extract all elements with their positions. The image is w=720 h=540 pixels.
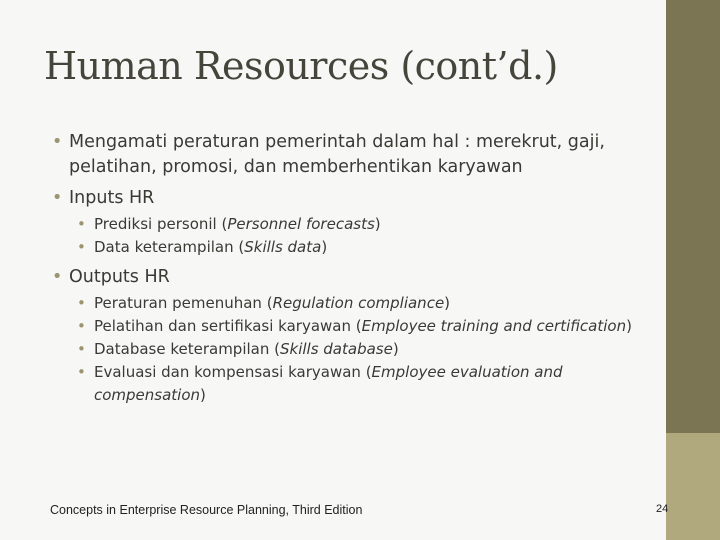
sub-bullet-item [77, 338, 652, 361]
page-number: 24 [656, 503, 669, 515]
sub-bullet-text: Data keterampilan ( [94, 238, 245, 256]
sub-bullet-item [77, 292, 652, 315]
bullet-text: Inputs HR [69, 188, 155, 208]
sub-bullet-italic: Skills data [244, 238, 322, 256]
sub-bullet-item [77, 361, 652, 407]
bullet-item [52, 186, 652, 211]
sub-bullet-text: Peraturan pemenuhan ( [94, 294, 273, 312]
bullet-icon: • [52, 132, 63, 152]
sub-bullet-text: Prediksi personil ( [94, 215, 228, 233]
sub-bullet-item [77, 213, 652, 236]
sub-bullet-list [52, 213, 652, 259]
bullet-icon: • [77, 317, 86, 335]
slide-title: Human Resources (cont’d.) [44, 44, 558, 88]
bullet-icon: • [77, 238, 86, 256]
bullet-icon: • [77, 340, 86, 358]
sidebar-accent-block [666, 433, 720, 540]
sub-bullet-list [52, 292, 652, 407]
bullet-icon: • [52, 188, 63, 208]
bullet-icon: • [77, 215, 86, 233]
bullet-icon: • [77, 294, 86, 312]
sub-bullet-italic: Regulation compliance [272, 294, 445, 312]
sub-bullet-item [77, 315, 652, 338]
sub-bullet-italic: Employee evaluation and compensation [94, 363, 563, 404]
bullet-item [52, 265, 652, 290]
sub-bullet-text-end: ) [374, 215, 381, 233]
sub-bullet-text-end: ) [626, 317, 632, 335]
bullet-icon: • [52, 267, 63, 287]
sub-bullet-text-end: ) [392, 340, 399, 358]
sub-bullet-italic: Skills database [279, 340, 393, 358]
sub-bullet-italic: Employee training and certification [361, 317, 627, 335]
bullet-text: Outputs HR [69, 267, 170, 287]
sub-bullet-text-end: ) [200, 386, 206, 404]
bullet-icon: • [77, 363, 86, 381]
bullet-item [52, 130, 652, 180]
sub-bullet-text: Pelatihan dan sertifikasi karyawan ( [94, 317, 362, 335]
sub-bullet-text: Database keterampilan ( [94, 340, 280, 358]
sub-bullet-text-end: ) [444, 294, 451, 312]
slide-content [52, 130, 652, 413]
sub-bullet-item [77, 236, 652, 259]
sub-bullet-text: Evaluasi dan kompensasi karyawan ( [94, 363, 372, 381]
sub-bullet-text-end: ) [321, 238, 328, 256]
slide-footer: Concepts in Enterprise Resource Planning, Third Edition [50, 503, 363, 517]
bullet-text: Mengamati peraturan pemerintah dalam hal : merekrut, gaji, pelatihan, promosi, dan memberhentikan karyawan [69, 132, 605, 177]
sub-bullet-italic: Personnel forecasts [227, 215, 375, 233]
